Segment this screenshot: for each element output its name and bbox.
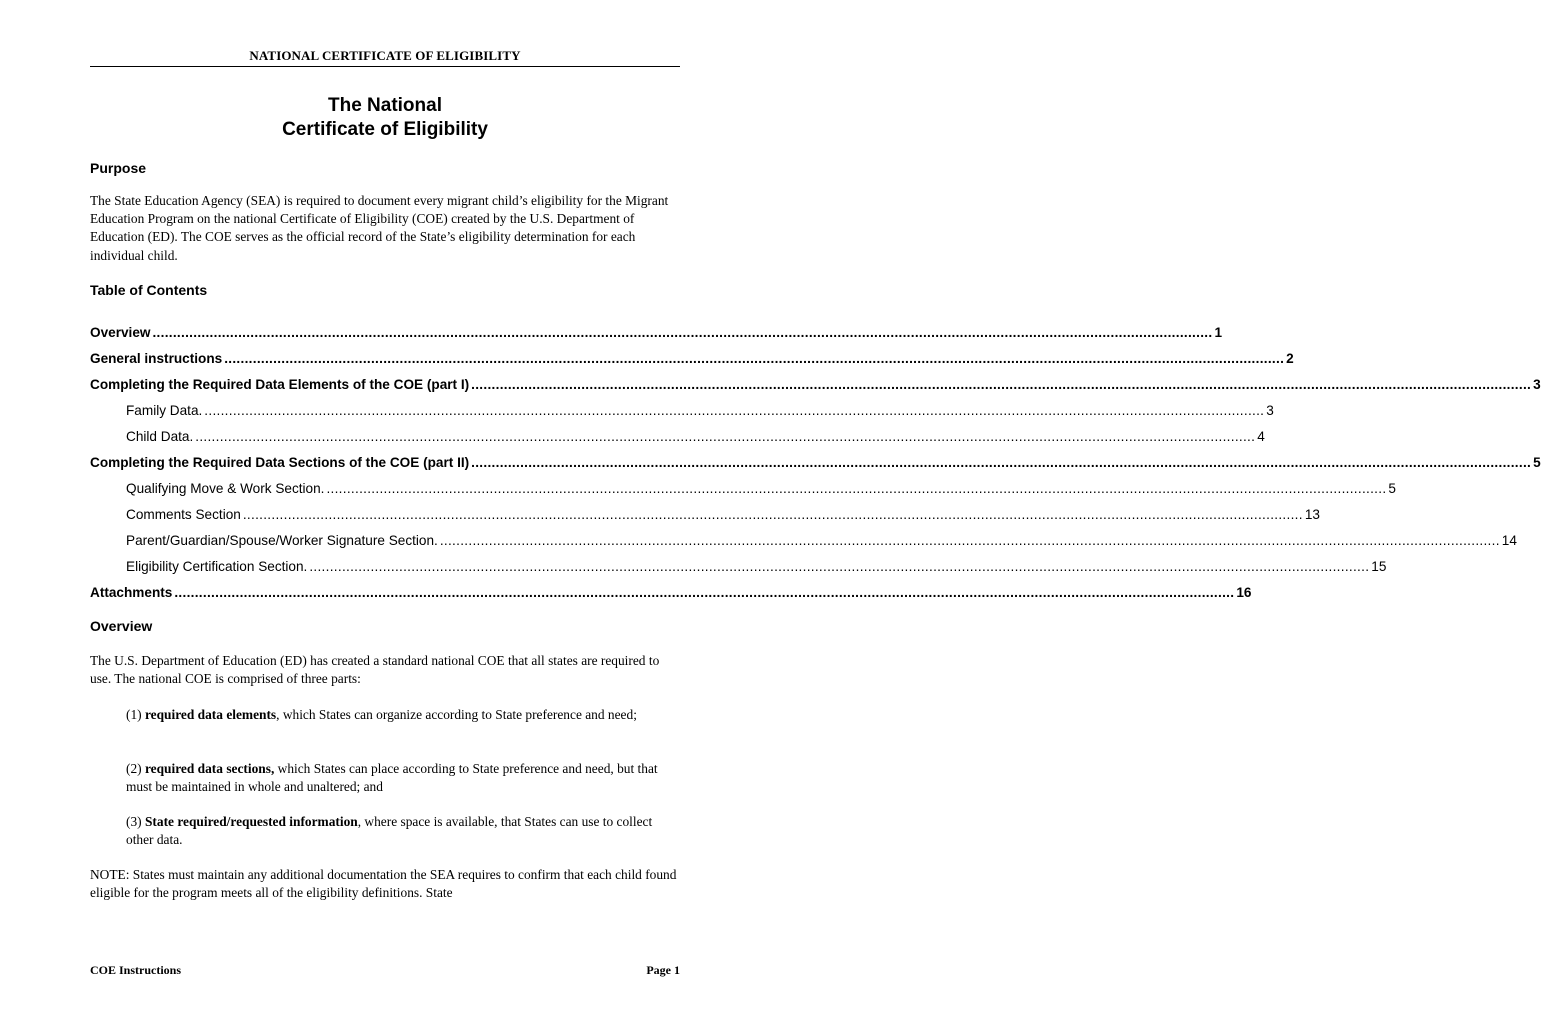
toc-leader-dots: ....................................................................................................................................................................................................................................................................	[309, 559, 1370, 574]
overview-note: NOTE: States must maintain any additional documentation the SEA requires to confirm that each child found eligible for the program meets all of the eligibility definitions. State	[90, 867, 677, 901]
toc-entry-part-one[interactable]	[90, 375, 1541, 395]
header-rule	[90, 66, 680, 67]
item-text: , which States can organize according to State preference and need;	[276, 707, 637, 722]
toc-entry-qualifying-move[interactable]	[126, 479, 1396, 499]
toc-entry-page: 13	[1304, 507, 1320, 522]
toc-entry-page: 16	[1236, 585, 1252, 600]
footer-document-name: COE Instructions	[90, 963, 182, 977]
toc-entry-family-data[interactable]	[126, 401, 1274, 421]
toc-entry-page: 14	[1501, 533, 1517, 548]
toc-leader-dots: ....................................................................................................................................................................................................................................................................	[174, 585, 1235, 600]
toc-entry-label: Family Data.	[126, 403, 203, 418]
title-line-2: Certificate of Eligibility	[282, 119, 488, 140]
purpose-paragraph: The State Education Agency (SEA) is required to document every migrant child’s eligibility for the Migrant Education Program on the national Certificate of Eligibility (COE) created by the U.S. Department of Education (ED). The COE serves as the official record of the State’s eligibility determination for each individual child.	[90, 193, 669, 263]
overview-item-1	[126, 706, 682, 724]
toc-entry-label: Attachments	[90, 585, 173, 600]
item-prefix: (2)	[126, 761, 145, 776]
overview-item-3	[126, 813, 682, 849]
purpose-heading: Purpose	[90, 160, 147, 176]
toc-entry-page: 4	[1257, 429, 1265, 444]
toc-entry-label: Child Data.	[126, 429, 194, 444]
overview-item-2	[126, 760, 682, 796]
running-header: NATIONAL CERTIFICATE OF ELIGIBILITY	[249, 48, 521, 63]
toc-leader-dots: ....................................................................................................................................................................................................................................................................	[471, 377, 1532, 392]
overview-heading: Overview	[90, 618, 153, 634]
item-text: , where space is available, that States can use to collect other data.	[126, 814, 653, 848]
item-prefix: (1)	[126, 707, 145, 722]
title-line-1: The National	[327, 95, 442, 116]
toc-entry-child-data[interactable]	[126, 427, 1265, 447]
toc-leader-dots: ....................................................................................................................................................................................................................................................................	[224, 351, 1285, 366]
toc-entry-label: Qualifying Move & Work Section.	[126, 481, 325, 496]
item-text: which States can place according to State preference and need, but that must be maintained in whole and unaltered; and	[126, 761, 658, 795]
toc-entry-signature[interactable]	[126, 531, 1517, 551]
item-bold-term: State required/requested information	[144, 814, 358, 829]
item-prefix: (3)	[126, 814, 145, 829]
document-title	[90, 94, 680, 142]
toc-leader-dots: ....................................................................................................................................................................................................................................................................	[195, 429, 1256, 444]
toc-leader-dots: ....................................................................................................................................................................................................................................................................	[471, 455, 1532, 470]
toc-entry-label: Completing the Required Data Sections of the COE (part II)	[90, 455, 470, 470]
toc-leader-dots: ....................................................................................................................................................................................................................................................................	[439, 533, 1500, 548]
toc-leader-dots: ....................................................................................................................................................................................................................................................................	[242, 507, 1303, 522]
toc-entry-eligibility-certification[interactable]	[126, 557, 1387, 577]
item-bold-term: required data elements	[144, 707, 277, 722]
toc-entry-part-two[interactable]	[90, 453, 1541, 473]
toc-entry-attachments[interactable]	[90, 583, 1252, 603]
toc-entry-general-instructions[interactable]	[90, 349, 1294, 369]
toc-leader-dots: ....................................................................................................................................................................................................................................................................	[152, 325, 1213, 340]
toc-entry-label: Parent/Guardian/Spouse/Worker Signature Section.	[126, 533, 438, 548]
toc-entry-overview[interactable]	[90, 323, 1222, 343]
toc-entry-label: Overview	[90, 325, 151, 340]
toc-entry-label: Comments Section	[126, 507, 241, 522]
toc-leader-dots: ....................................................................................................................................................................................................................................................................	[326, 481, 1387, 496]
toc-entry-page: 1	[1214, 325, 1222, 340]
toc-entry-comments[interactable]	[126, 505, 1320, 525]
toc-leader-dots: ....................................................................................................................................................................................................................................................................	[204, 403, 1265, 418]
toc-entry-page: 3	[1533, 377, 1541, 392]
toc-entry-page: 5	[1388, 481, 1396, 496]
toc-heading: Table of Contents	[90, 282, 208, 298]
footer-page-number: Page 1	[646, 963, 680, 977]
overview-intro: The U.S. Department of Education (ED) has created a standard national COE that all states are required to use. The national COE is comprised of three parts:	[90, 653, 660, 687]
toc-entry-label: General instructions	[90, 351, 223, 366]
toc-entry-page: 15	[1371, 559, 1387, 574]
toc-entry-page: 2	[1286, 351, 1294, 366]
toc-entry-label: Completing the Required Data Elements of the COE (part I)	[90, 377, 470, 392]
toc-entry-label: Eligibility Certification Section.	[126, 559, 308, 574]
toc-entry-page: 5	[1533, 455, 1541, 470]
toc-entry-page: 3	[1266, 403, 1274, 418]
item-bold-term: required data sections,	[144, 761, 275, 776]
